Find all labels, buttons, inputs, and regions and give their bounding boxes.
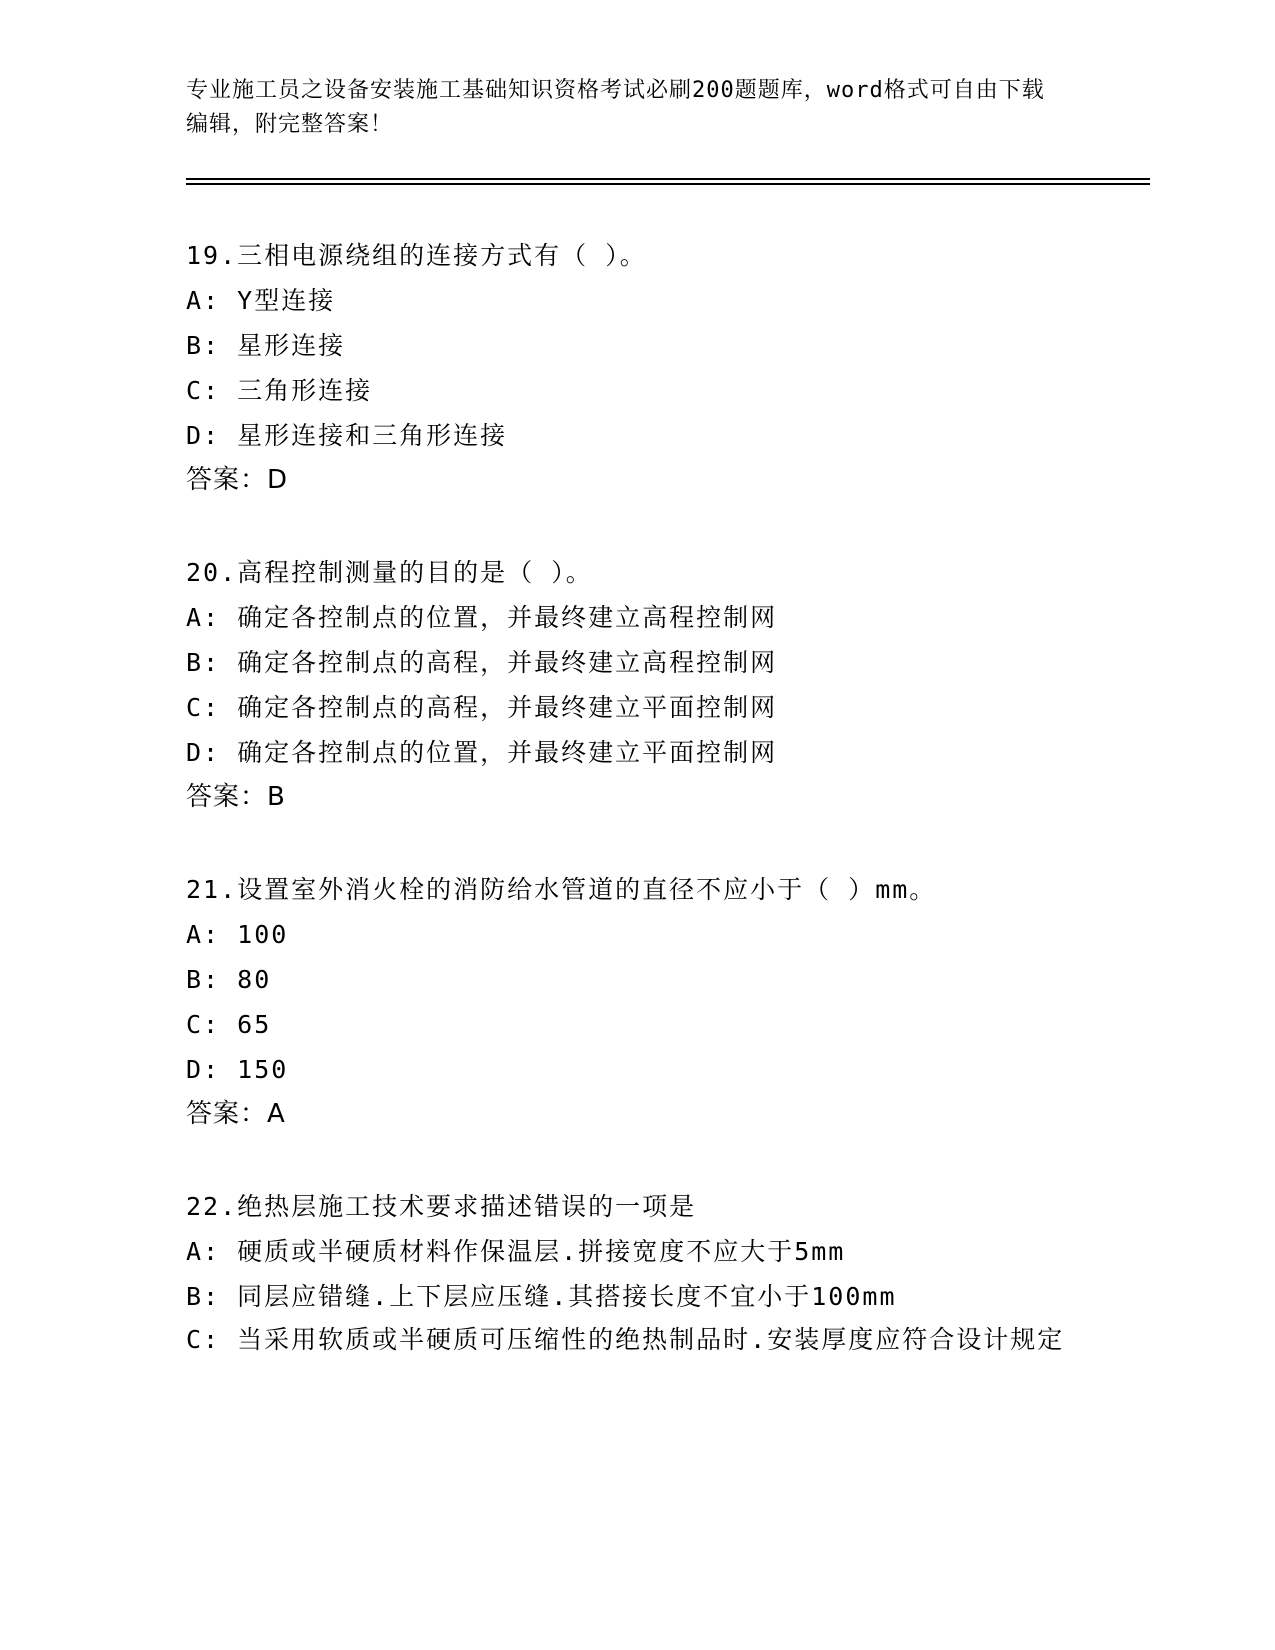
question-22 (186, 1184, 1086, 1361)
option-d: D: 星形连接和三角形连接 (186, 421, 508, 450)
answer-line: 答案：A (186, 1099, 286, 1129)
option-c: C: 当采用软质或半硬质可压缩性的绝热制品时.安装厚度应符合设计规定 (186, 1325, 1065, 1354)
option-b: B: 同层应错缝.上下层应压缝.其搭接长度不宜小于100mm (186, 1282, 897, 1311)
document-header: 专业施工员之设备安装施工基础知识资格考试必刷200题题库，word格式可自由下载编辑，附完整答案！ (186, 78, 1045, 137)
question-stem: 21.设置室外消火栓的消防给水管道的直径不应小于（ ）mm。 (186, 875, 937, 904)
header-divider-top (186, 178, 1150, 180)
question-19 (186, 233, 1086, 503)
option-d: D: 150 (186, 1055, 289, 1084)
option-b: B: 星形连接 (186, 331, 346, 360)
option-b: B: 80 (186, 965, 272, 994)
question-20 (186, 550, 1086, 820)
option-c: C: 三角形连接 (186, 376, 373, 405)
header-divider-bottom (186, 183, 1150, 185)
option-c: C: 确定各控制点的高程，并最终建立平面控制网 (186, 693, 778, 722)
answer-line: 答案：D (186, 465, 289, 495)
question-stem: 20.高程控制测量的目的是（ ）。 (186, 558, 593, 587)
option-d: D: 确定各控制点的位置，并最终建立平面控制网 (186, 738, 778, 767)
option-a: A: 确定各控制点的位置，并最终建立高程控制网 (186, 603, 778, 632)
option-c: C: 65 (186, 1010, 272, 1039)
answer-line: 答案：B (186, 782, 286, 812)
option-a: A: 100 (186, 920, 289, 949)
question-21 (186, 867, 1086, 1137)
option-a: A: 硬质或半硬质材料作保温层.拼接宽度不应大于5mm (186, 1237, 846, 1266)
option-b: B: 确定各控制点的高程，并最终建立高程控制网 (186, 648, 778, 677)
question-stem: 22.绝热层施工技术要求描述错误的一项是 (186, 1192, 697, 1221)
question-stem: 19.三相电源绕组的连接方式有（ ）。 (186, 241, 647, 270)
option-a: A: Y型连接 (186, 286, 336, 315)
